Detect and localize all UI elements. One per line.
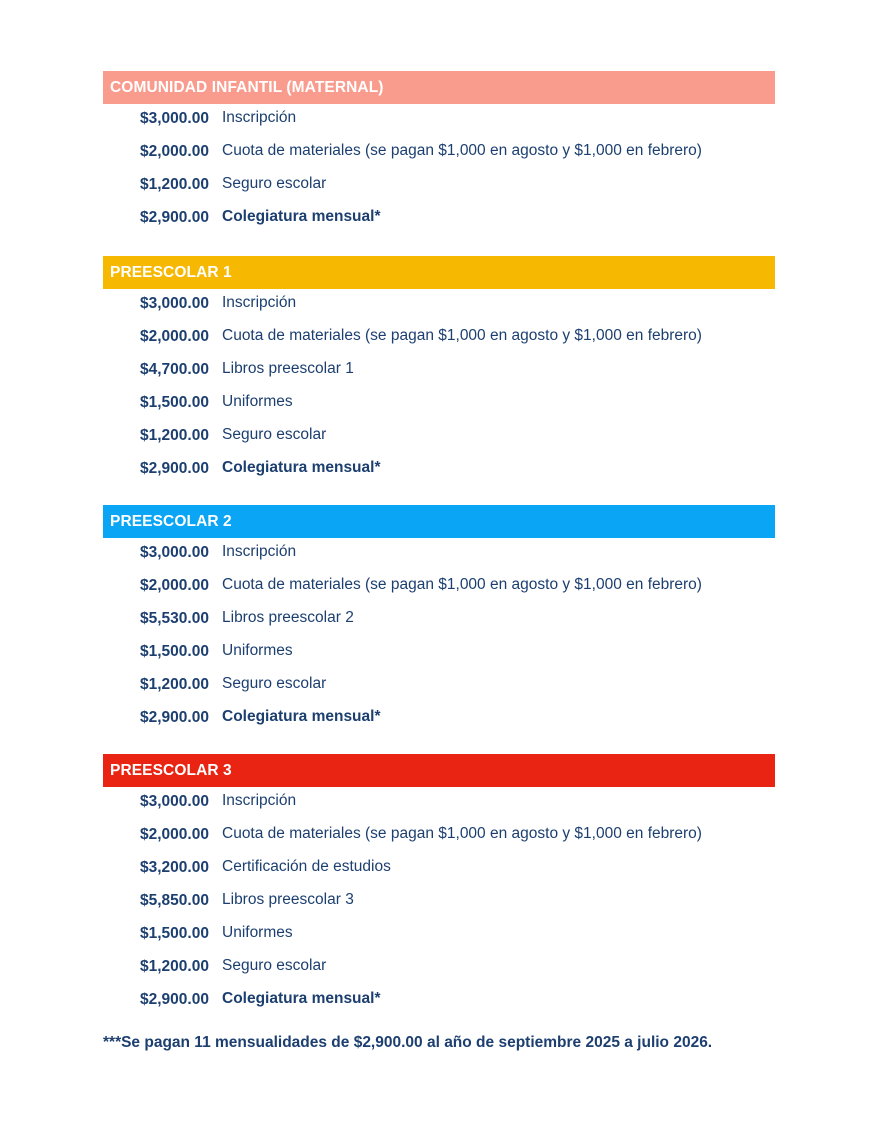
fee-label: Uniformes [222, 642, 293, 659]
footnote: ***Se pagan 11 mensualidades de $2,900.00 al año de septiembre 2025 a julio 2026. [103, 1034, 713, 1051]
fee-row [103, 538, 775, 571]
fee-amount: $5,850.00 [140, 892, 209, 909]
fee-label: Inscripción [222, 792, 297, 809]
fee-row [103, 670, 775, 703]
fee-label: Libros preescolar 3 [222, 891, 354, 908]
fee-amount: $3,000.00 [140, 110, 209, 127]
fee-row [103, 289, 775, 322]
fee-amount: $1,200.00 [140, 676, 209, 693]
section-preescolar-1 [103, 256, 775, 487]
fee-label: Certificación de estudios [222, 858, 391, 875]
fee-label: Colegiatura mensual* [222, 459, 381, 476]
fee-row [103, 388, 775, 421]
fee-amount: $1,500.00 [140, 925, 209, 942]
section-preescolar-3 [103, 754, 775, 1018]
fee-label: Libros preescolar 1 [222, 360, 354, 377]
fee-row [103, 853, 775, 886]
fee-amount: $3,000.00 [140, 793, 209, 810]
fee-row [103, 637, 775, 670]
fee-row [103, 421, 775, 454]
fee-label: Inscripción [222, 543, 297, 560]
fee-amount: $3,000.00 [140, 544, 209, 561]
fee-amount: $2,900.00 [140, 709, 209, 726]
fee-label: Colegiatura mensual* [222, 708, 381, 725]
fee-amount: $1,200.00 [140, 176, 209, 193]
fee-label: Cuota de materiales (se pagan $1,000 en agosto y $1,000 en febrero) [222, 142, 702, 159]
fee-label: Cuota de materiales (se pagan $1,000 en agosto y $1,000 en febrero) [222, 825, 702, 842]
fee-amount: $2,900.00 [140, 460, 209, 477]
fee-label: Cuota de materiales (se pagan $1,000 en agosto y $1,000 en febrero) [222, 327, 702, 344]
section-header: PREESCOLAR 1 [103, 256, 775, 289]
fee-label: Uniformes [222, 924, 293, 941]
fee-row [103, 170, 775, 203]
fee-label: Seguro escolar [222, 957, 327, 974]
fee-amount: $2,000.00 [140, 826, 209, 843]
fee-label: Libros preescolar 2 [222, 609, 354, 626]
fee-amount: $1,200.00 [140, 958, 209, 975]
fee-amount: $2,000.00 [140, 143, 209, 160]
fee-amount: $2,900.00 [140, 991, 209, 1008]
fee-row [103, 604, 775, 637]
fee-row [103, 886, 775, 919]
fee-label: Seguro escolar [222, 426, 327, 443]
fee-row [103, 322, 775, 355]
fee-row [103, 571, 775, 604]
fee-amount: $1,200.00 [140, 427, 209, 444]
section-maternal [103, 71, 775, 236]
section-preescolar-2 [103, 505, 775, 736]
fee-amount: $5,530.00 [140, 610, 209, 627]
fee-amount: $1,500.00 [140, 394, 209, 411]
fee-row [103, 104, 775, 137]
fee-row [103, 985, 775, 1018]
fee-label: Colegiatura mensual* [222, 208, 381, 225]
fee-row [103, 919, 775, 952]
section-header: PREESCOLAR 2 [103, 505, 775, 538]
fee-label: Colegiatura mensual* [222, 990, 381, 1007]
fee-row [103, 787, 775, 820]
fee-row [103, 703, 775, 736]
fee-label: Cuota de materiales (se pagan $1,000 en agosto y $1,000 en febrero) [222, 576, 702, 593]
section-header: PREESCOLAR 3 [103, 754, 775, 787]
fee-label: Inscripción [222, 294, 297, 311]
fee-amount: $3,200.00 [140, 859, 209, 876]
fee-label: Uniformes [222, 393, 293, 410]
section-header: COMUNIDAD INFANTIL (MATERNAL) [103, 71, 775, 104]
fee-row [103, 820, 775, 853]
fee-amount: $1,500.00 [140, 643, 209, 660]
fee-amount: $2,900.00 [140, 209, 209, 226]
fee-row [103, 137, 775, 170]
fee-amount: $2,000.00 [140, 328, 209, 345]
fee-row [103, 952, 775, 985]
fee-row [103, 203, 775, 236]
fee-row [103, 454, 775, 487]
fee-label: Inscripción [222, 109, 297, 126]
fee-amount: $4,700.00 [140, 361, 209, 378]
fee-amount: $2,000.00 [140, 577, 209, 594]
fee-amount: $3,000.00 [140, 295, 209, 312]
fee-row [103, 355, 775, 388]
fee-label: Seguro escolar [222, 675, 327, 692]
fee-label: Seguro escolar [222, 175, 327, 192]
